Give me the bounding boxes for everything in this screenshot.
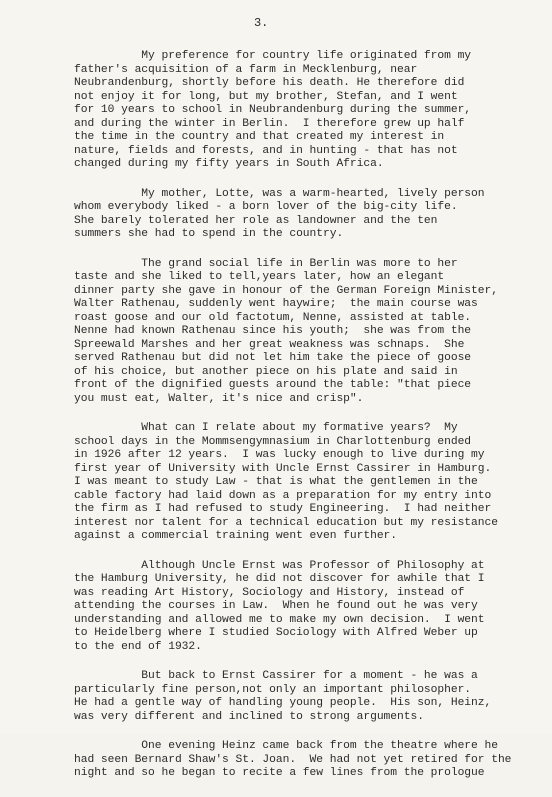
text-line: served Rathenau but did not let him take the piece of goose — [74, 352, 472, 364]
text-line: whom everybody liked - a born lover of the big-city life. — [74, 201, 458, 213]
paragraph-uncle-ernst — [74, 560, 534, 655]
text-line: was very different and inclined to strong arguments. — [74, 710, 424, 723]
paragraph-heinz-theatre — [74, 740, 534, 781]
text-line: She barely tolerated her role as landowner and the ten — [74, 214, 438, 227]
text-line: Walter Rathenau, suddenly went haywire; the main course was — [74, 298, 478, 310]
text-line: night and so he began to recite a few lines from the prologue — [74, 767, 485, 779]
text-line: One evening Heinz came back from the theatre where he — [74, 740, 498, 752]
text-line: of his choice, but another piece on his plate and said in — [74, 365, 458, 378]
text-line: What can I relate about my formative years? My — [74, 422, 458, 434]
text-line: He had a gentle way of handling young people. His son, Heinz, — [74, 697, 492, 709]
text-line: Nenne had known Rathenau since his youth; she was from the — [74, 325, 472, 337]
text-line: Although Uncle Ernst was Professor of Philosophy at — [74, 559, 485, 572]
text-line: father's acquisition of a farm in Mecklenburg, near — [74, 63, 418, 76]
paragraph-mother — [74, 188, 534, 242]
text-line: Neubrandenburg, shortly before his death. He therefore did — [74, 77, 465, 89]
text-line: for 10 years to school in Neubrandenburg during the summer, — [74, 104, 472, 116]
text-line: cable factory had laid down as a preparation for my entry into — [74, 489, 492, 502]
text-line: dinner party she gave in honour of the German Foreign Minister, — [74, 284, 498, 297]
text-line: first year of University with Uncle Ernst Cassirer in Hamburg. — [74, 462, 492, 475]
text-line: not enjoy it for long, but my brother, Stefan, and I went — [74, 90, 458, 103]
text-line: attending the courses in Law. When he found out he was very — [74, 600, 478, 612]
text-line: nature, fields and forests, and in hunting - that has not — [74, 144, 458, 157]
text-line: against a commercial training went even further. — [74, 530, 398, 542]
text-line: front of the dignified guests around the table: "that piece — [74, 379, 472, 391]
text-line: Spreewald Marshes and her great weakness was schnaps. She — [74, 338, 465, 351]
paragraph-berlin-social-life — [74, 258, 534, 407]
text-line: My mother, Lotte, was a warm-hearted, lively person — [74, 187, 485, 200]
text-line: had seen Bernard Shaw's St. Joan. We had not yet retired for the — [74, 753, 512, 766]
paragraph-formative-years — [74, 422, 534, 544]
text-line: and during the winter in Berlin. I therefore grew up half — [74, 117, 465, 130]
text-line: the time in the country and that created my interest in — [74, 131, 445, 143]
page-body — [74, 50, 534, 797]
text-line: was reading Art History, Sociology and History, instead of — [74, 586, 465, 599]
text-line: the Hamburg University, he did not discover for awhile that I — [74, 573, 485, 585]
text-line: the firm as I had refused to study Engineering. I had neither — [74, 503, 492, 515]
text-line: I was meant to study Law - that is what the gentlemen in the — [74, 476, 478, 488]
text-line: summers she had to spend in the country. — [74, 228, 344, 240]
text-line: My preference for country life originated from my — [74, 50, 472, 62]
text-line: interest nor talent for a technical education but my resistance — [74, 516, 498, 529]
text-line: particularly fine person,not only an important philosopher. — [74, 683, 472, 696]
paragraph-ernst-cassirer — [74, 670, 534, 724]
text-line: in 1926 after 12 years. I was lucky enough to live during my — [74, 449, 485, 461]
text-line: The grand social life in Berlin was more to her — [74, 257, 458, 270]
text-line: roast goose and our old factotum, Nenne, assisted at table. — [74, 311, 472, 324]
text-line: understanding and allowed me to make my own decision. I went — [74, 613, 485, 626]
text-line: changed during my fifty years in South Africa. — [74, 158, 384, 170]
text-line: you must eat, Walter, it's nice and crisp". — [74, 392, 364, 405]
text-line: taste and she liked to tell,years later, how an elegant — [74, 271, 445, 283]
text-line: But back to Ernst Cassirer for a moment - he was a — [74, 670, 478, 682]
paragraph-country-life — [74, 50, 534, 172]
page-number: 3. — [254, 16, 269, 30]
text-line: school days in the Mommsengymnasium in Charlottenburg ended — [74, 435, 472, 448]
text-line: to Heidelberg where I studied Sociology with Alfred Weber up — [74, 627, 478, 639]
text-line: to the end of 1932. — [74, 640, 202, 653]
